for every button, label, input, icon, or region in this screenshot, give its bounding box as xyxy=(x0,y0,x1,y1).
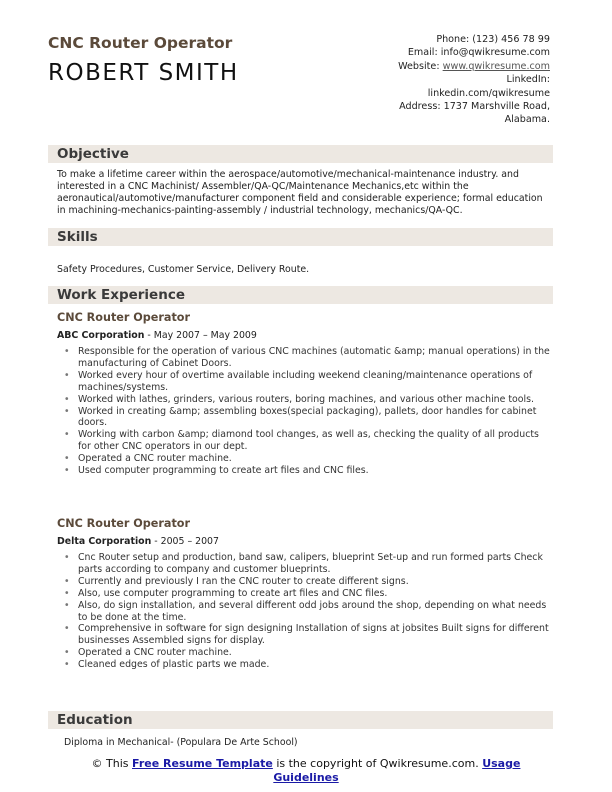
email: Email: info@qwikresume.com xyxy=(407,47,550,59)
job-bullets-2 xyxy=(62,552,553,671)
bullet-item: • Currently and previously I ran the CNC router to create different signs. xyxy=(62,576,553,588)
bullet-item: • Cleaned edges of plastic parts we made. xyxy=(62,659,553,671)
job-title-1: CNC Router Operator xyxy=(57,311,191,324)
objective-heading: Objective xyxy=(48,145,553,163)
education-heading: Education xyxy=(48,711,553,729)
bullet-item: • Worked every hour of overtime available including weekend cleaning/maintenance operations of machines/systems. xyxy=(62,370,553,394)
company-name: ABC Corporation xyxy=(57,330,145,341)
work-experience-heading: Work Experience xyxy=(48,286,553,304)
contact-info xyxy=(350,33,550,127)
bullet-item: • Worked with lathes, grinders, various routers, boring machines, and various other machine tools. xyxy=(62,394,553,406)
job-title-2: CNC Router Operator xyxy=(57,517,191,530)
job-title: CNC Router Operator xyxy=(48,34,233,52)
footer-middle: is the copyright of Qwikresume.com. xyxy=(272,757,483,770)
bullet-item: • Operated a CNC router machine. xyxy=(62,453,553,465)
bullet-item: • Cnc Router setup and production, band saw, calipers, blueprint Set-up and run formed parts Check parts according to company and customer blueprints. xyxy=(62,552,553,576)
bullet-item: • Used computer programming to create art files and CNC files. xyxy=(62,465,553,477)
website-label: Website: xyxy=(398,60,443,72)
bullet-item: • Operated a CNC router machine. xyxy=(62,647,553,659)
bullet-item: • Also, use computer programming to create art files and CNC files. xyxy=(62,588,553,600)
phone: Phone: (123) 456 78 99 xyxy=(436,34,550,45)
linkedin: linkedin.com/qwikresume xyxy=(427,87,550,99)
job-dates: - 2005 – 2007 xyxy=(151,536,219,547)
skills-heading: Skills xyxy=(48,228,553,246)
address-line2: Alabama. xyxy=(504,114,550,126)
bullet-item: • Responsible for the operation of various CNC machines (automatic &amp; manual operations) in the manufacturing of Cabinet Doors. xyxy=(62,346,553,370)
footer xyxy=(60,757,552,785)
bullet-item: • Working with carbon &amp; diamond tool changes, as well as, checking the quality of all products for other CNC operators in our dept. xyxy=(62,429,553,453)
linkedin-label: LinkedIn: xyxy=(506,74,550,86)
bullet-item: • Comprehensive in software for sign designing Installation of signs at jobsites Built signs for different businesses Assembled signs for display. xyxy=(62,623,553,647)
candidate-name: ROBERT SMITH xyxy=(48,60,239,86)
objective-text: To make a lifetime career within the aerospace/automotive/mechanical-maintenance industry. and interested in a CNC Machinist/ Assembler/QA-QC/Maintenance Mechanics,etc within the aeronautical/automotive/manufacturer component field and considerable experience; formal education in machining-mechanics-painting-assembly / industrial technology, mechanics/QA-QC. xyxy=(57,169,543,216)
company-2 xyxy=(57,536,219,547)
skills-text: Safety Procedures, Customer Service, Delivery Route. xyxy=(57,264,310,275)
company-name: Delta Corporation xyxy=(57,536,152,547)
bullet-item: • Also, do sign installation, and several different odd jobs around the shop, depending on what needs to be done at the time. xyxy=(62,600,553,624)
usage-guidelines-link[interactable]: Usage Guidelines xyxy=(273,757,521,784)
bullet-item: • Worked in creating &amp; assembling boxes(special packaging), pallets, door handles for cabinet doors. xyxy=(62,406,553,430)
address: Address: 1737 Marshville Road, xyxy=(399,101,550,113)
education-text: Diploma in Mechanical- (Populara De Arte School) xyxy=(64,737,298,748)
website-link[interactable]: www.qwikresume.com xyxy=(442,60,550,72)
company-1 xyxy=(57,330,257,341)
free-resume-template-link[interactable]: Free Resume Template xyxy=(132,757,273,770)
footer-prefix: © This xyxy=(91,757,133,770)
job-bullets-1 xyxy=(62,346,553,477)
job-dates: - May 2007 – May 2009 xyxy=(144,330,257,341)
